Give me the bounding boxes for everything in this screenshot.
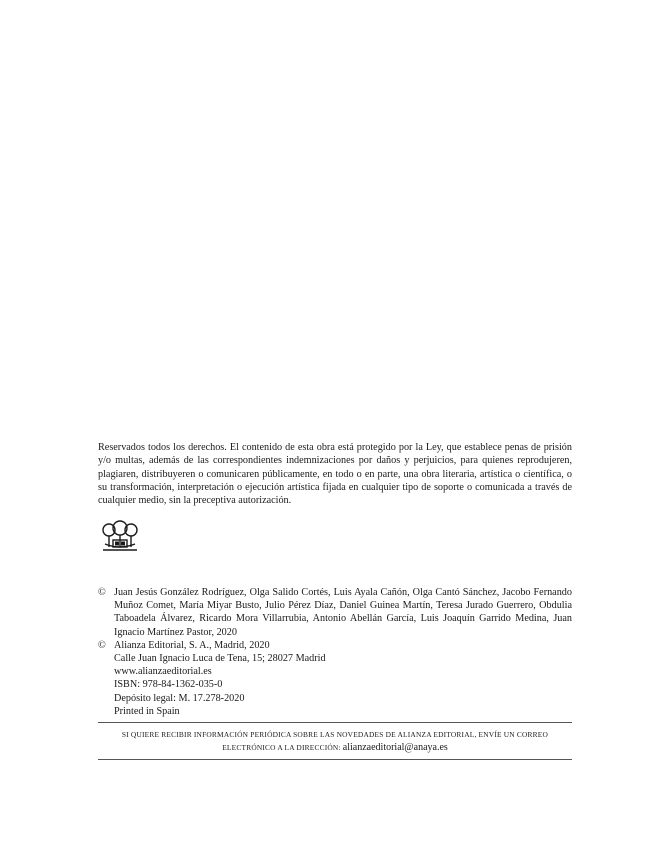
isbn: ISBN: 978-84-1362-035-0 (114, 679, 223, 691)
publisher-copyright: Alianza Editorial, S. A., Madrid, 2020 (114, 639, 270, 651)
legal-deposit: Depósito legal: M. 17.278-2020 (114, 692, 245, 704)
publisher-logo (101, 520, 139, 564)
publisher-address: Calle Juan Ignacio Luca de Tena, 15; 28027 Madrid (114, 653, 326, 665)
publisher-copyright-entry (98, 639, 572, 652)
publisher-trees-logo-icon (101, 520, 139, 564)
authors-copyright-entry (98, 586, 572, 639)
newsletter-line-1: SI QUIERE RECIBIR INFORMACIÓN PERIÓDICA SOBRE LAS NOVEDADES DE ALIANZA EDITORIAL, ENVÍE UN CORREO (121, 730, 549, 739)
authors-copyright: Juan Jesús González Rodríguez, Olga Salido Cortés, Luis Ayala Cañón, Olga Cantó Sánchez, Jacobo Fernando Muñoz Comet, María Miyar Busto, Julio Pérez Díaz, Daniel Guinea Martín, Teresa Jurado Guerrero, Obdulia Taboadela Álvarez, Ricardo Mora Villarrubia, Antonio Abellán García, Luis Joaquín Garrido Medina, Juan Ignacio Martínez Pastor, 2020 (114, 587, 572, 638)
newsletter-line-2 (98, 742, 572, 755)
newsletter-notice (98, 722, 572, 760)
printed-in: Printed in Spain (114, 705, 180, 717)
newsletter-email-link[interactable]: alianzaeditorial@anaya.es (342, 741, 448, 753)
newsletter-line-2-prefix: ELECTRÓNICO A LA DIRECCIÓN: (222, 742, 341, 752)
credits-block (98, 586, 572, 718)
copyright-symbol: © (98, 587, 106, 598)
copyright-symbol: © (98, 639, 106, 651)
publisher-website[interactable]: www.alianzaeditorial.es (114, 666, 212, 678)
rights-notice: Reservados todos los derechos. El contenido de esta obra está protegido por la Ley, que establece penas de prisión y/o multas, además de las correspondientes indemnizaciones por daños y perjuicios, para quienes reprodujeren, plagiaren, distribuyeren o comunicaren públicamente, en todo o en parte, una obra literaria, artística o científica, o su transformación, interpretación o ejecución artística fijada en cualquier tipo de soporte o comunicada a través de cualquier medio, sin la preceptiva autorización. (98, 442, 572, 506)
